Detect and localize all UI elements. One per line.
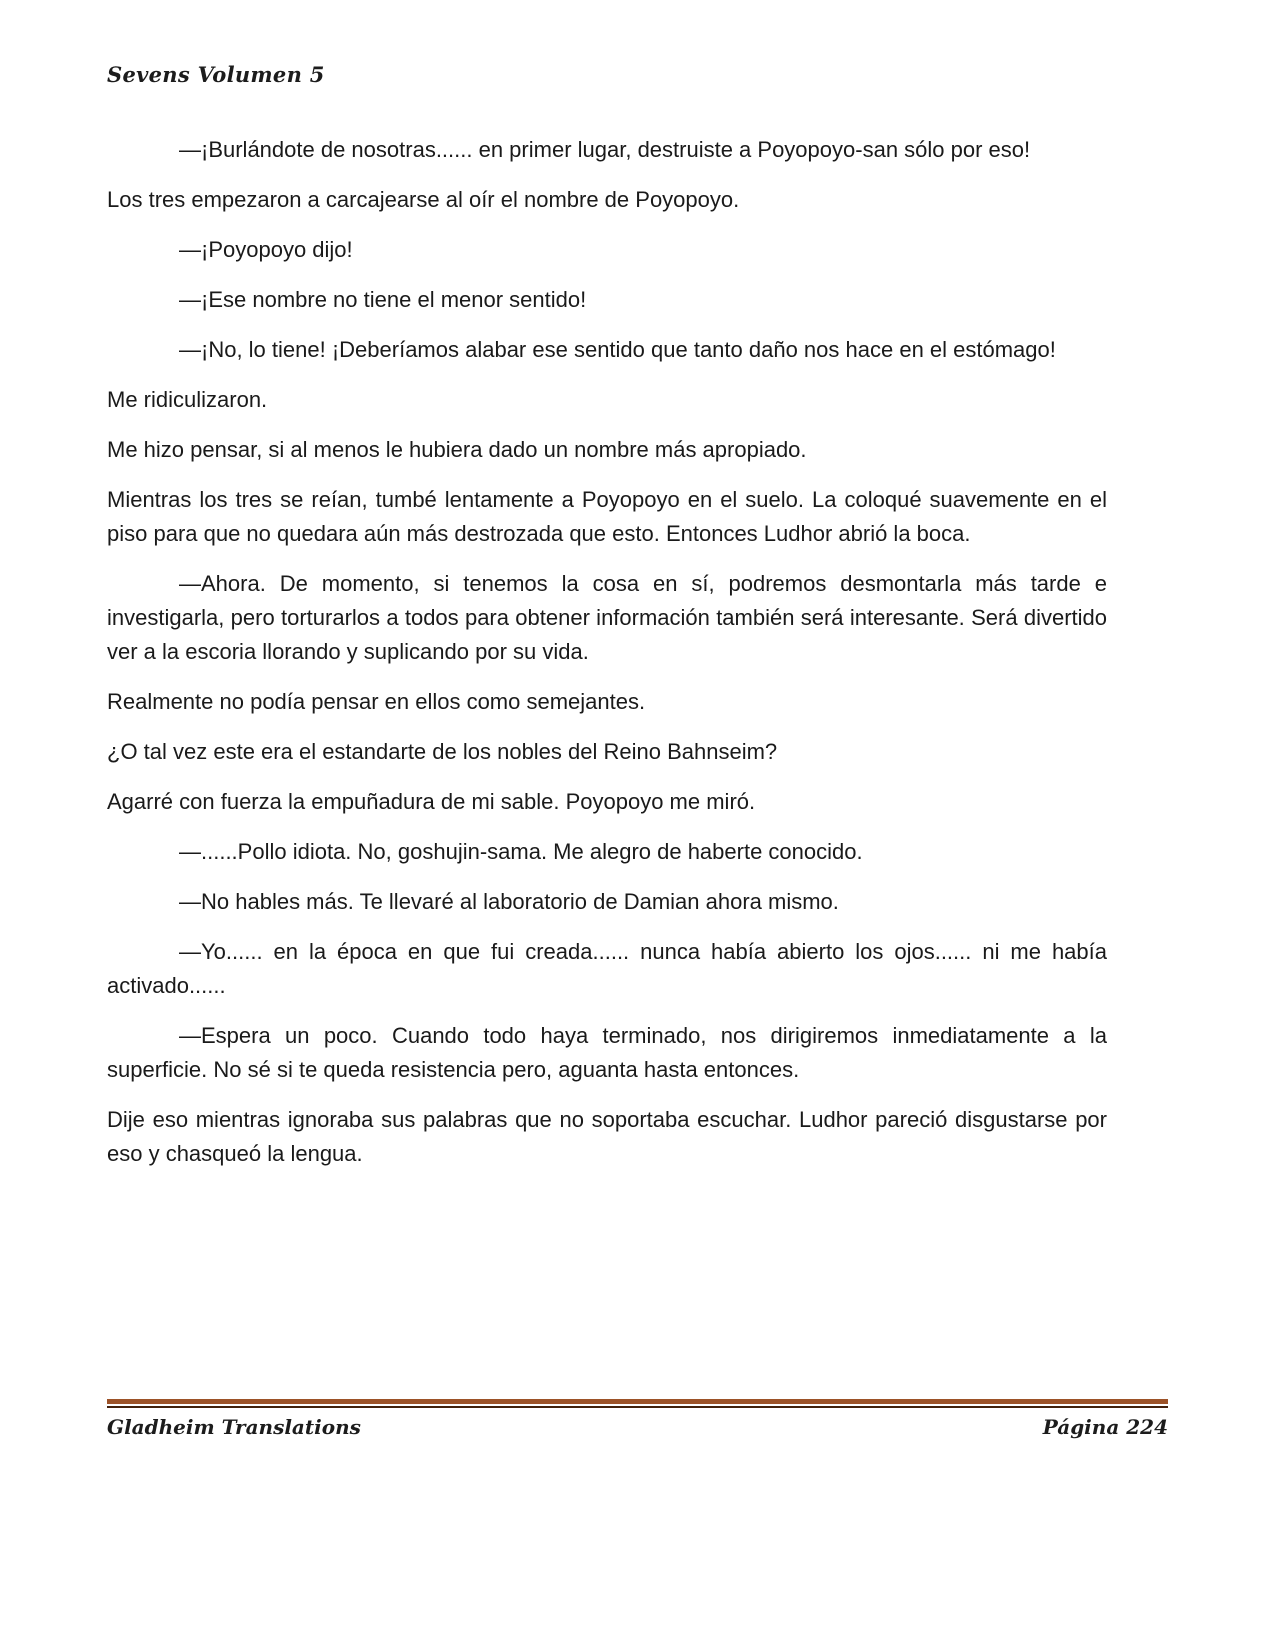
paragraph: —No hables más. Te llevaré al laboratorio de Damian ahora mismo.: [179, 889, 839, 914]
footer-rule: [107, 1399, 1168, 1408]
paragraph: —¡Burlándote de nosotras...... en primer lugar, destruiste a Poyopoyo-san sólo por eso!: [179, 137, 1031, 162]
paragraph: —¡No, lo tiene! ¡Deberíamos alabar ese sentido que tanto daño nos hace en el estómago!: [179, 337, 1056, 362]
page-footer: [107, 1399, 1168, 1439]
footer-row: [107, 1415, 1168, 1439]
paragraph: —¡Ese nombre no tiene el menor sentido!: [179, 287, 587, 312]
paragraph: Realmente no podía pensar en ellos como semejantes.: [107, 689, 646, 714]
paragraph: Mientras los tres se reían, tumbé lentamente a Poyopoyo en el suelo. La coloqué suavemente en el piso para que no quedara aún más destrozada que esto. Entonces Ludhor abrió la boca.: [107, 487, 1107, 546]
paragraph: —¡Poyopoyo dijo!: [179, 237, 353, 262]
page-header-title: Sevens Volumen 5: [107, 62, 325, 87]
footer-rule-thin-line: [107, 1406, 1168, 1408]
paragraph: Me hizo pensar, si al menos le hubiera dado un nombre más apropiado.: [107, 437, 807, 462]
paragraph: —......Pollo idiota. No, goshujin-sama. Me alegro de haberte conocido.: [179, 839, 863, 864]
paragraph: —Espera un poco. Cuando todo haya terminado, nos dirigiremos inmediatamente a la superficie. No sé si te queda resistencia pero, aguanta hasta entonces.: [107, 1023, 1107, 1082]
paragraph: Agarré con fuerza la empuñadura de mi sable. Poyopoyo me miró.: [107, 789, 756, 814]
paragraph: ¿O tal vez este era el estandarte de los nobles del Reino Bahnseim?: [107, 739, 778, 764]
paragraph: Los tres empezaron a carcajearse al oír el nombre de Poyopoyo.: [107, 187, 740, 212]
paragraph: Me ridiculizaron.: [107, 387, 268, 412]
paragraph: Dije eso mientras ignoraba sus palabras que no soportaba escuchar. Ludhor pareció disgustarse por eso y chasqueó la lengua.: [107, 1107, 1107, 1166]
paragraph: —Ahora. De momento, si tenemos la cosa en sí, podremos desmontarla más tarde e investigarla, pero torturarlos a todos para obtener información también será interesante. Será divertido ver a la escoria llorando y suplicando por su vida.: [107, 571, 1107, 664]
footer-page-number: Página 224: [1042, 1415, 1168, 1439]
document-body: [107, 133, 1107, 1171]
paragraph: —Yo...... en la época en que fui creada...... nunca había abierto los ojos...... ni me había activado......: [107, 939, 1107, 998]
footer-translator-credit: Gladheim Translations: [107, 1415, 361, 1439]
